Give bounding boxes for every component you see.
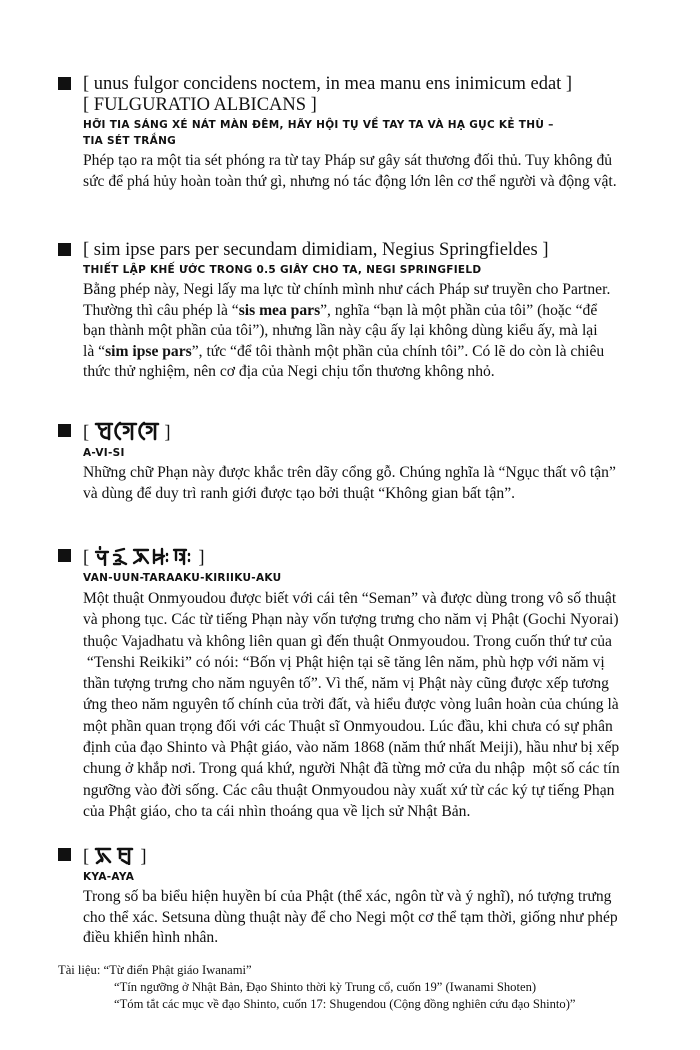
body-line: điều khiển hình nhân.: [83, 929, 219, 946]
square-bullet-icon: [58, 77, 71, 90]
note-body: [83, 463, 678, 504]
text: là “: [83, 342, 106, 360]
body-line: chung ở khắp nơi. Trong quá khứ, người Nhật đã từng mở cửa du nhập một số các tín: [83, 760, 620, 778]
siddham-glyphs-icon: [94, 845, 136, 865]
incantation-heading: [ unus fulgor concidens noctem, in mea manu ens inimicum edat ]: [83, 74, 573, 94]
note-sim-ipse-pars: [58, 240, 678, 383]
sanskrit-heading: [83, 546, 678, 569]
body-line: thức thử nghiệm, nên cơ địa của Negi chịu tổn thương không nhỏ.: [83, 363, 495, 380]
text: ”, nghĩa “bạn là một phần của tôi” (hoặc “để: [320, 301, 598, 319]
translation-subtitle: TIA SÉT TRẮNG: [83, 135, 177, 147]
body-line: một phần quan trọng đối với các Thuật sĩ Onmyoudou. Lúc đầu, khi chưa có sự phân: [83, 717, 613, 735]
references: [58, 962, 576, 1013]
bold-term: sim ipse pars: [105, 342, 192, 360]
note-kya-aya: [58, 845, 678, 949]
body-line: Một thuật Onmyoudou được biết với cái tên “Seman” và được dùng trong vô số thuật: [83, 590, 617, 607]
body-line: Bằng phép này, Negi lấy ma lực từ chính mình như cách Pháp sư truyền cho Partner.: [83, 281, 611, 298]
bracket: [: [83, 847, 90, 867]
note-body: [83, 588, 678, 822]
body-line: “Tenshi Reikiki” có nói: “Bốn vị Phật hiện tại sẽ tăng lên năm, phù hợp với năm vị: [83, 653, 605, 671]
body-line: định của đạo Shinto và Phật giáo, vào năm 1868 (năm thứ nhất Meiji), hầu như bị xếp: [83, 739, 620, 757]
body-line: cho thể xác. Setsuna dùng thuật này để cho Negi một cơ thể tạm thời, giống như phép: [83, 908, 618, 926]
body-line: [83, 301, 678, 322]
body-line: Phép tạo ra một tia sét phóng ra từ tay Pháp sư gây sát thương đối thủ. Tuy không đủ: [83, 152, 613, 169]
reference-item: “Tóm tắt các mục về đạo Shinto, cuốn 17: Shugendou (Cộng đồng nghiên cứu đạo Shinto)”: [114, 997, 576, 1011]
body-line: Những chữ Phạn này được khắc trên dãy cổng gỗ. Chúng nghĩa là “Ngục thất vô tận”: [83, 464, 616, 481]
square-bullet-icon: [58, 549, 71, 562]
romanization-subtitle: VAN-UUN-TARAAKU-KIRIIKU-AKU: [83, 572, 282, 584]
translation-subtitle: HỠI TIA SÁNG XÉ NÁT MÀN ĐÊM, HÃY HỘI TỤ VỀ TAY TA VÀ HẠ GỤC KẺ THÙ –: [83, 119, 554, 131]
note-body: [83, 887, 678, 949]
romanization-subtitle: KYA-AYA: [83, 871, 135, 883]
note-van-uun-taraaku: [58, 546, 678, 822]
reference-item: “Tín ngưỡng ở Nhật Bản, Đạo Shinto thời kỳ Trung cổ, cuốn 19” (Iwanami Shoten): [114, 980, 537, 994]
siddham-glyphs-icon: [94, 546, 194, 566]
body-line: thuộc Vajadhatu và không liên quan gì đến thuật Onmyoudou. Trong cuốn thứ tư của: [83, 632, 612, 650]
body-line: thần tượng trưng cho năm nguyên tố”. Vì thế, năm vị Phật này cũng được xếp tương: [83, 675, 609, 693]
body-line: [83, 342, 678, 363]
spell-name-heading: [ FULGURATIO ALBICANS ]: [83, 95, 317, 115]
body-line: của Phật giáo, cho ta cái nhìn thoáng qua về lịch sử Nhật Bản.: [83, 802, 471, 820]
note-a-vi-si: [58, 421, 678, 504]
note-body: [83, 151, 678, 192]
body-line: sức để phá hủy hoàn toàn thứ gì, nhưng nó tác động lớn lên cơ thể người và động vật.: [83, 172, 617, 190]
reference-line: [58, 962, 576, 979]
romanization-subtitle: A-VI-SI: [83, 447, 125, 459]
bold-term: sis mea pars: [238, 301, 321, 319]
square-bullet-icon: [58, 243, 71, 256]
square-bullet-icon: [58, 424, 71, 437]
translation-subtitle: THIẾT LẬP KHẾ ƯỚC TRONG 0.5 GIÂY CHO TA, NEGI SPRINGFIELD: [83, 264, 482, 276]
text: ”, tức “để tôi thành một phần của chính tôi”. Có lẽ do còn là chiêu: [191, 342, 605, 360]
bracket: ]: [140, 847, 147, 867]
body-line: ngưỡng vào đời sống. Các câu thuật Onmyoudou này xuất xứ từ các ký tự tiếng Phạn: [83, 781, 615, 799]
body-line: bạn thành một phần của tôi”), nhưng lần này cậu ấy lại không dùng kiểu ấy, mà lại: [83, 322, 598, 339]
body-line: và dùng để duy trì ranh giới được tạo bởi thuật “Không gian bất tận”.: [83, 484, 516, 502]
bracket: [: [83, 548, 90, 568]
square-bullet-icon: [58, 848, 71, 861]
sanskrit-heading: [83, 421, 678, 444]
body-line: và phong tục. Các từ tiếng Phạn này vốn tượng trưng cho năm vị Phật (Gochi Nyorai): [83, 611, 619, 629]
reference-item: “Từ điển Phật giáo Iwanami”: [103, 963, 252, 977]
bracket: ]: [198, 548, 205, 568]
note-body: [83, 280, 678, 383]
bracket: ]: [164, 423, 171, 443]
sanskrit-heading: [83, 845, 678, 868]
incantation-heading: [ sim ipse pars per secundam dimidiam, Negius Springfieldes ]: [83, 240, 549, 260]
text: Thường thì câu phép là “: [83, 301, 239, 319]
references-label: Tài liệu:: [58, 963, 101, 977]
body-line: ứng theo năm nguyên tố chính của trời đất, và hiểu được vòng luân hoàn của chúng là: [83, 696, 619, 714]
note-fulguratio-albicans: [58, 74, 678, 192]
siddham-glyphs-icon: [94, 421, 160, 441]
body-line: Trong số ba biểu hiện huyền bí của Phật (thể xác, ngôn từ và ý nghĩ), nó tượng trưng: [83, 888, 612, 905]
bracket: [: [83, 423, 90, 443]
